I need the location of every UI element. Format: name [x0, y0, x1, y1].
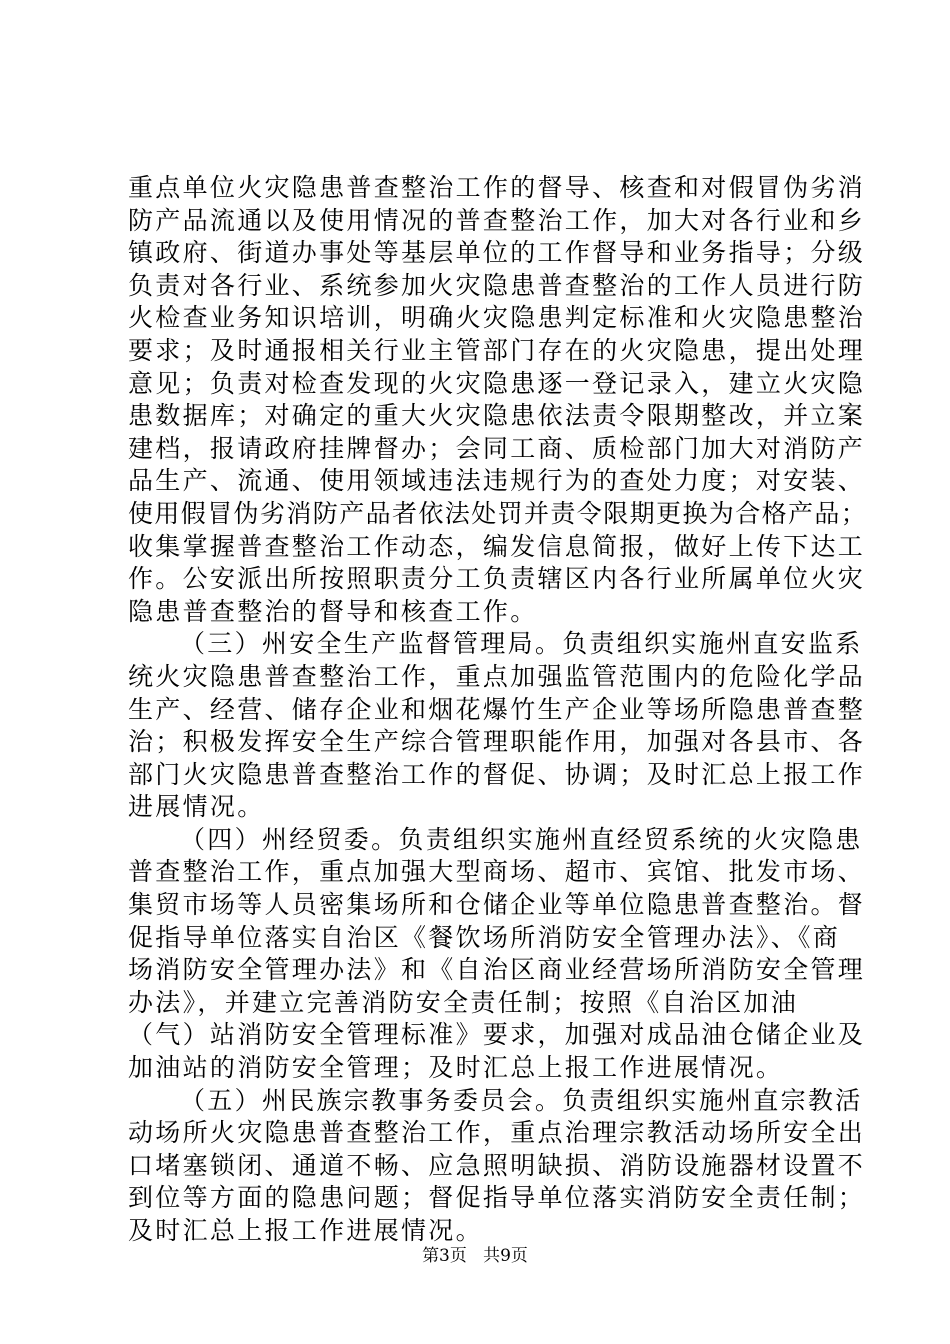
- page-footer: [0, 1244, 950, 1268]
- text-line: 负责对各行业、系统参加火灾隐患普查整治的工作人员进行防: [128, 270, 866, 300]
- text-line: 意见；负责对检查发现的火灾隐患逐一登记录入，建立火灾隐: [128, 368, 866, 398]
- text-line: 办法》，并建立完善消防安全责任制；按照《自治区加油: [128, 987, 799, 1017]
- text-line: 隐患普查整治的督导和核查工作。: [128, 596, 538, 626]
- text-line: 使用假冒伪劣消防产品者依法处罚并责令限期更换为合格产品；: [128, 498, 868, 528]
- text-line: 促指导单位落实自治区《餐饮场所消防安全管理办法》、《商: [128, 922, 841, 952]
- text-line: 加油站的消防安全管理；及时汇总上报工作进展情况。: [128, 1053, 784, 1083]
- text-line: 进展情况。: [128, 792, 265, 822]
- text-line: 普查整治工作，重点加强大型商场、超市、宾馆、批发市场、: [128, 857, 866, 887]
- text-line: 口堵塞锁闭、通道不畅、应急照明缺损、消防设施器材设置不: [128, 1150, 866, 1180]
- text-line: 动场所火灾隐患普查整治工作，重点治理宗教活动场所安全出: [128, 1118, 866, 1148]
- text-line: 患数据库；对确定的重大火灾隐患依法责令限期整改，并立案: [128, 401, 866, 431]
- text-line: 到位等方面的隐患问题；督促指导单位落实消防安全责任制；: [128, 1183, 866, 1213]
- section-heading-line: （四）州经贸委。负责组织实施州直经贸系统的火灾隐患: [180, 824, 863, 854]
- text-line: 场消防安全管理办法》和《自治区商业经营场所消防安全管理: [128, 955, 866, 985]
- text-line: 集贸市场等人员密集场所和仓储企业等单位隐患普查整治。督: [128, 890, 866, 920]
- text-line: 品生产、流通、使用领域违法违规行为的查处力度；对安装、: [128, 466, 866, 496]
- footer-separator: [472, 1246, 477, 1266]
- text-line: 生产、经营、储存企业和烟花爆竹生产企业等场所隐患普查整: [128, 694, 866, 724]
- text-line: （气）站消防安全管理标准》要求，加强对成品油仓储企业及: [128, 1020, 866, 1050]
- text-line: 镇政府、街道办事处等基层单位的工作督导和业务指导；分级: [128, 238, 866, 268]
- text-line: 建档，报请政府挂牌督办；会同工商、质检部门加大对消防产: [128, 433, 866, 463]
- text-line: 及时汇总上报工作进展情况。: [128, 1216, 483, 1245]
- page-total: 共9页: [483, 1246, 528, 1266]
- section-heading-line: （三）州安全生产监督管理局。负责组织实施州直安监系: [180, 629, 863, 659]
- text-line: 作。公安派出所按照职责分工负责辖区内各行业所属单位火灾: [128, 564, 866, 594]
- text-line: 部门火灾隐患普查整治工作的督促、协调；及时汇总上报工作: [128, 759, 866, 789]
- section-heading-line: （五）州民族宗教事务委员会。负责组织实施州直宗教活: [180, 1085, 863, 1115]
- page-number: 第3页: [422, 1246, 467, 1266]
- document-body: [128, 172, 868, 1248]
- text-line: 治；积极发挥安全生产综合管理职能作用，加强对各县市、各: [128, 727, 866, 757]
- text-line: 防产品流通以及使用情况的普查整治工作，加大对各行业和乡: [128, 205, 866, 235]
- text-line: 火检查业务知识培训，明确火灾隐患判定标准和火灾隐患整治: [128, 303, 866, 333]
- text-line: 重点单位火灾隐患普查整治工作的督导、核查和对假冒伪劣消: [128, 173, 866, 202]
- text-line: 统火灾隐患普查整治工作，重点加强监管范围内的危险化学品: [128, 661, 866, 691]
- text-line: 收集掌握普查整治工作动态，编发信息简报，做好上传下达工: [128, 531, 866, 561]
- text-line: 要求；及时通报相关行业主管部门存在的火灾隐患，提出处理: [128, 335, 866, 365]
